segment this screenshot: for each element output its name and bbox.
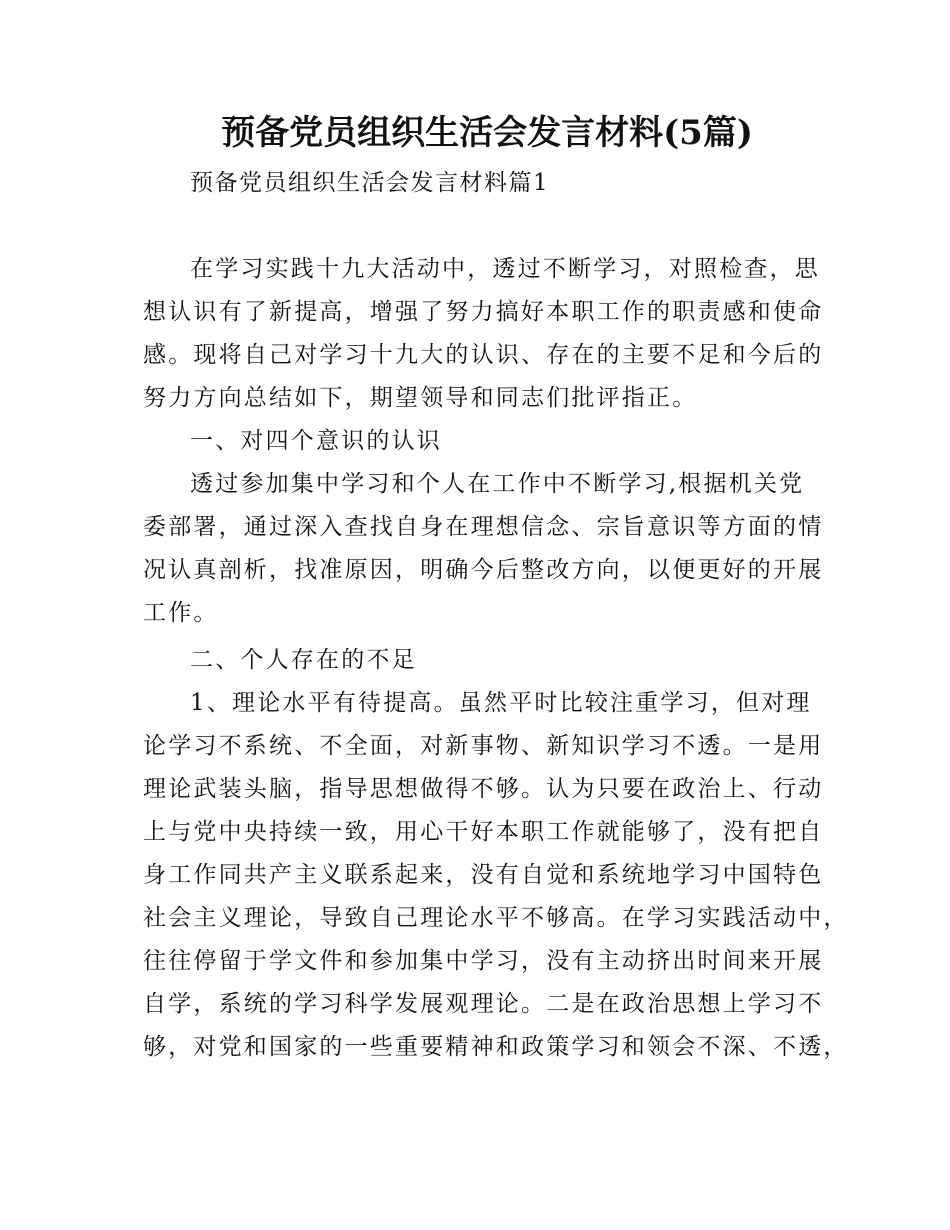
section-heading: 二、个人存在的不足 xyxy=(190,647,417,673)
section-heading: 一、对四个意识的认识 xyxy=(190,428,442,454)
paragraph-line: 往往停留于学文件和参加集中学习，没有主动挤出时间来开展 xyxy=(143,948,824,974)
paragraph-line: 在学习实践十九大活动中，透过不断学习，对照检查，思 xyxy=(190,256,820,282)
paragraph-line: 况认真剖析，找准原因，明确今后整改方向，以便更好的开展 xyxy=(143,557,824,583)
paragraph-line: 委部署，通过深入查找自身在理想信念、宗旨意识等方面的情 xyxy=(143,514,824,540)
paragraph-line: 社会主义理论，导致自己理论水平不够高。在学习实践活动中， xyxy=(143,905,849,931)
paragraph-line: 感。现将自己对学习十九大的认识、存在的主要不足和今后的 xyxy=(143,342,824,368)
paragraph-line: 工作。 xyxy=(143,600,219,626)
paragraph-line: 上与党中央持续一致，用心干好本职工作就能够了，没有把自 xyxy=(143,819,824,845)
paragraph-line: 自学，系统的学习科学发展观理论。二是在政治思想上学习不 xyxy=(143,991,824,1017)
paragraph-line: 透过参加集中学习和个人在工作中不断学习,根据机关党 xyxy=(190,471,805,497)
paragraph-line: 理论武装头脑，指导思想做得不够。认为只要在政治上、行动 xyxy=(143,776,824,802)
paragraph-line: 论学习不系统、不全面，对新事物、新知识学习不透。一是用 xyxy=(143,733,824,759)
document-title: 预备党员组织生活会发言材料(5篇) xyxy=(221,113,753,153)
paragraph-line: 1、理论水平有待提高。虽然平时比较注重学习，但对理 xyxy=(190,690,812,716)
paragraph-line: 身工作同共产主义联系起来，没有自觉和系统地学习中国特色 xyxy=(143,862,824,888)
paragraph-line: 想认识有了新提高，增强了努力搞好本职工作的职责感和使命 xyxy=(143,299,824,325)
document-subtitle: 预备党员组织生活会发言材料篇1 xyxy=(190,170,550,196)
paragraph-line: 够，对党和国家的一些重要精神和政策学习和领会不深、不透， xyxy=(143,1034,849,1060)
paragraph-line: 努力方向总结如下，期望领导和同志们批评指正。 xyxy=(143,385,698,411)
